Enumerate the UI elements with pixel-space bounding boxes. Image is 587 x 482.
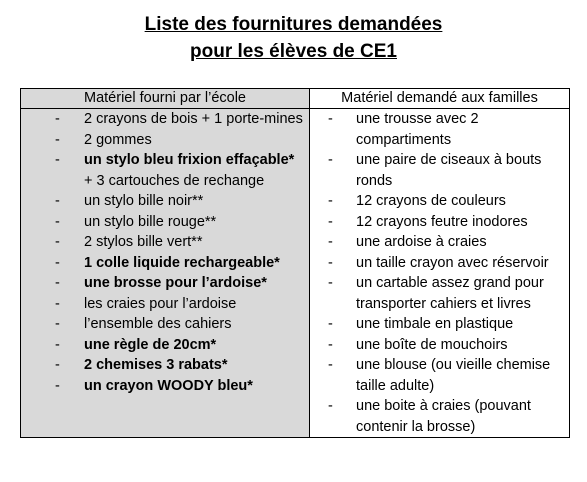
family-supply-item-text: 12 crayons de couleurs: [356, 193, 506, 209]
family-supply-item-text: 12 crayons feutre inodores: [356, 213, 528, 230]
school-column-header: Matériel fourni par l’école: [21, 89, 310, 109]
school-supply-item: [21, 335, 309, 356]
family-supply-item-text: une boite à craies (pouvant contenir la brosse): [356, 398, 531, 435]
school-supply-item: [21, 232, 309, 253]
school-supply-item-text: 1 colle liquide rechargeable*: [84, 254, 280, 271]
school-supply-item: [21, 294, 309, 315]
family-column-header: Matériel demandé aux familles: [310, 89, 570, 109]
school-supply-item-text: 2 stylos bille vert**: [84, 234, 203, 250]
school-items-list: [21, 109, 309, 396]
bullet-dash: -: [55, 295, 60, 312]
bullet-dash: -: [328, 234, 333, 250]
family-supply-item: [310, 232, 569, 253]
family-supply-item-text: une boîte de mouchoirs: [356, 336, 508, 353]
bullet-dash: -: [328, 336, 333, 353]
bullet-dash: -: [55, 131, 60, 148]
school-supply-item-text: 2 gommes: [84, 131, 152, 148]
bullet-dash: -: [55, 111, 60, 127]
family-supply-item: [310, 355, 569, 396]
family-supply-item: [310, 273, 569, 314]
table-header-row: [21, 89, 570, 109]
school-supply-item-text: une brosse pour l’ardoise*: [84, 275, 267, 291]
family-items-cell: [310, 109, 570, 438]
bullet-dash: -: [55, 213, 60, 230]
family-supply-item-text: une timbale en plastique: [356, 316, 514, 332]
bullet-dash: -: [328, 152, 333, 168]
family-supply-item: [310, 109, 569, 150]
title-block: [0, 11, 587, 65]
bullet-dash: -: [328, 213, 333, 230]
school-supply-item-text: une règle de 20cm*: [84, 336, 217, 353]
school-supply-item: [21, 314, 309, 335]
school-supply-item-text: un crayon WOODY bleu*: [84, 377, 253, 394]
family-supply-item: [310, 253, 569, 274]
school-items-cell: [21, 109, 310, 438]
school-supply-item: [21, 191, 309, 212]
bullet-dash: -: [328, 316, 333, 332]
family-supply-item-text: une blouse (ou vieille chemise taille adulte): [356, 357, 551, 394]
family-supply-item: [310, 396, 569, 437]
family-supply-item-text: une ardoise à craies: [356, 234, 487, 250]
school-supply-item: [21, 253, 309, 274]
bullet-dash: -: [55, 254, 60, 271]
bullet-dash: -: [55, 316, 60, 332]
family-supply-item: [310, 314, 569, 335]
bullet-dash: -: [55, 377, 60, 394]
bullet-dash: -: [328, 111, 333, 127]
school-supply-item: [21, 109, 309, 130]
school-supply-item: [21, 130, 309, 151]
school-supply-item: [21, 355, 309, 376]
family-supply-item-text: une paire de ciseaux à bouts ronds: [356, 152, 542, 189]
school-supply-item-text: un stylo bleu frixion effaçable*: [84, 152, 295, 168]
bullet-dash: -: [328, 193, 333, 209]
school-supply-item: [21, 376, 309, 397]
family-items-list: [310, 109, 569, 437]
school-supply-item-note: + 3 cartouches de rechange: [84, 172, 265, 189]
family-supply-item-text: un taille crayon avec réservoir: [356, 254, 549, 271]
family-supply-item-text: une trousse avec 2 compartiments: [356, 111, 479, 148]
table-body-row: [21, 109, 570, 438]
bullet-dash: -: [328, 254, 333, 271]
bullet-dash: -: [55, 234, 60, 250]
school-supply-item: [21, 150, 309, 191]
school-supply-item-text: l’ensemble des cahiers: [84, 316, 232, 332]
bullet-dash: -: [55, 193, 60, 209]
school-supply-item-text: 2 chemises 3 rabats*: [84, 357, 228, 373]
bullet-dash: -: [328, 357, 333, 373]
school-supply-item-text: les craies pour l’ardoise: [84, 295, 237, 312]
bullet-dash: -: [55, 336, 60, 353]
bullet-dash: -: [328, 275, 333, 291]
page-title-line-1: Liste des fournitures demandées: [144, 14, 443, 35]
school-supply-item-text: 2 crayons de bois + 1 porte-mines: [84, 111, 303, 127]
family-supply-item: [310, 335, 569, 356]
supplies-table: [20, 88, 570, 438]
family-supply-item: [310, 191, 569, 212]
page-title-line-2: pour les élèves de CE1: [190, 41, 397, 62]
family-supply-item-text: un cartable assez grand pour transporter cahiers et livres: [356, 275, 544, 312]
school-supply-item: [21, 212, 309, 233]
school-supply-item-text: un stylo bille noir**: [84, 193, 204, 209]
bullet-dash: -: [55, 152, 60, 168]
family-supply-item: [310, 212, 569, 233]
school-supply-item-text: un stylo bille rouge**: [84, 213, 217, 230]
bullet-dash: -: [55, 357, 60, 373]
bullet-dash: -: [328, 398, 333, 414]
school-supply-item: [21, 273, 309, 294]
family-supply-item: [310, 150, 569, 191]
bullet-dash: -: [55, 275, 60, 291]
